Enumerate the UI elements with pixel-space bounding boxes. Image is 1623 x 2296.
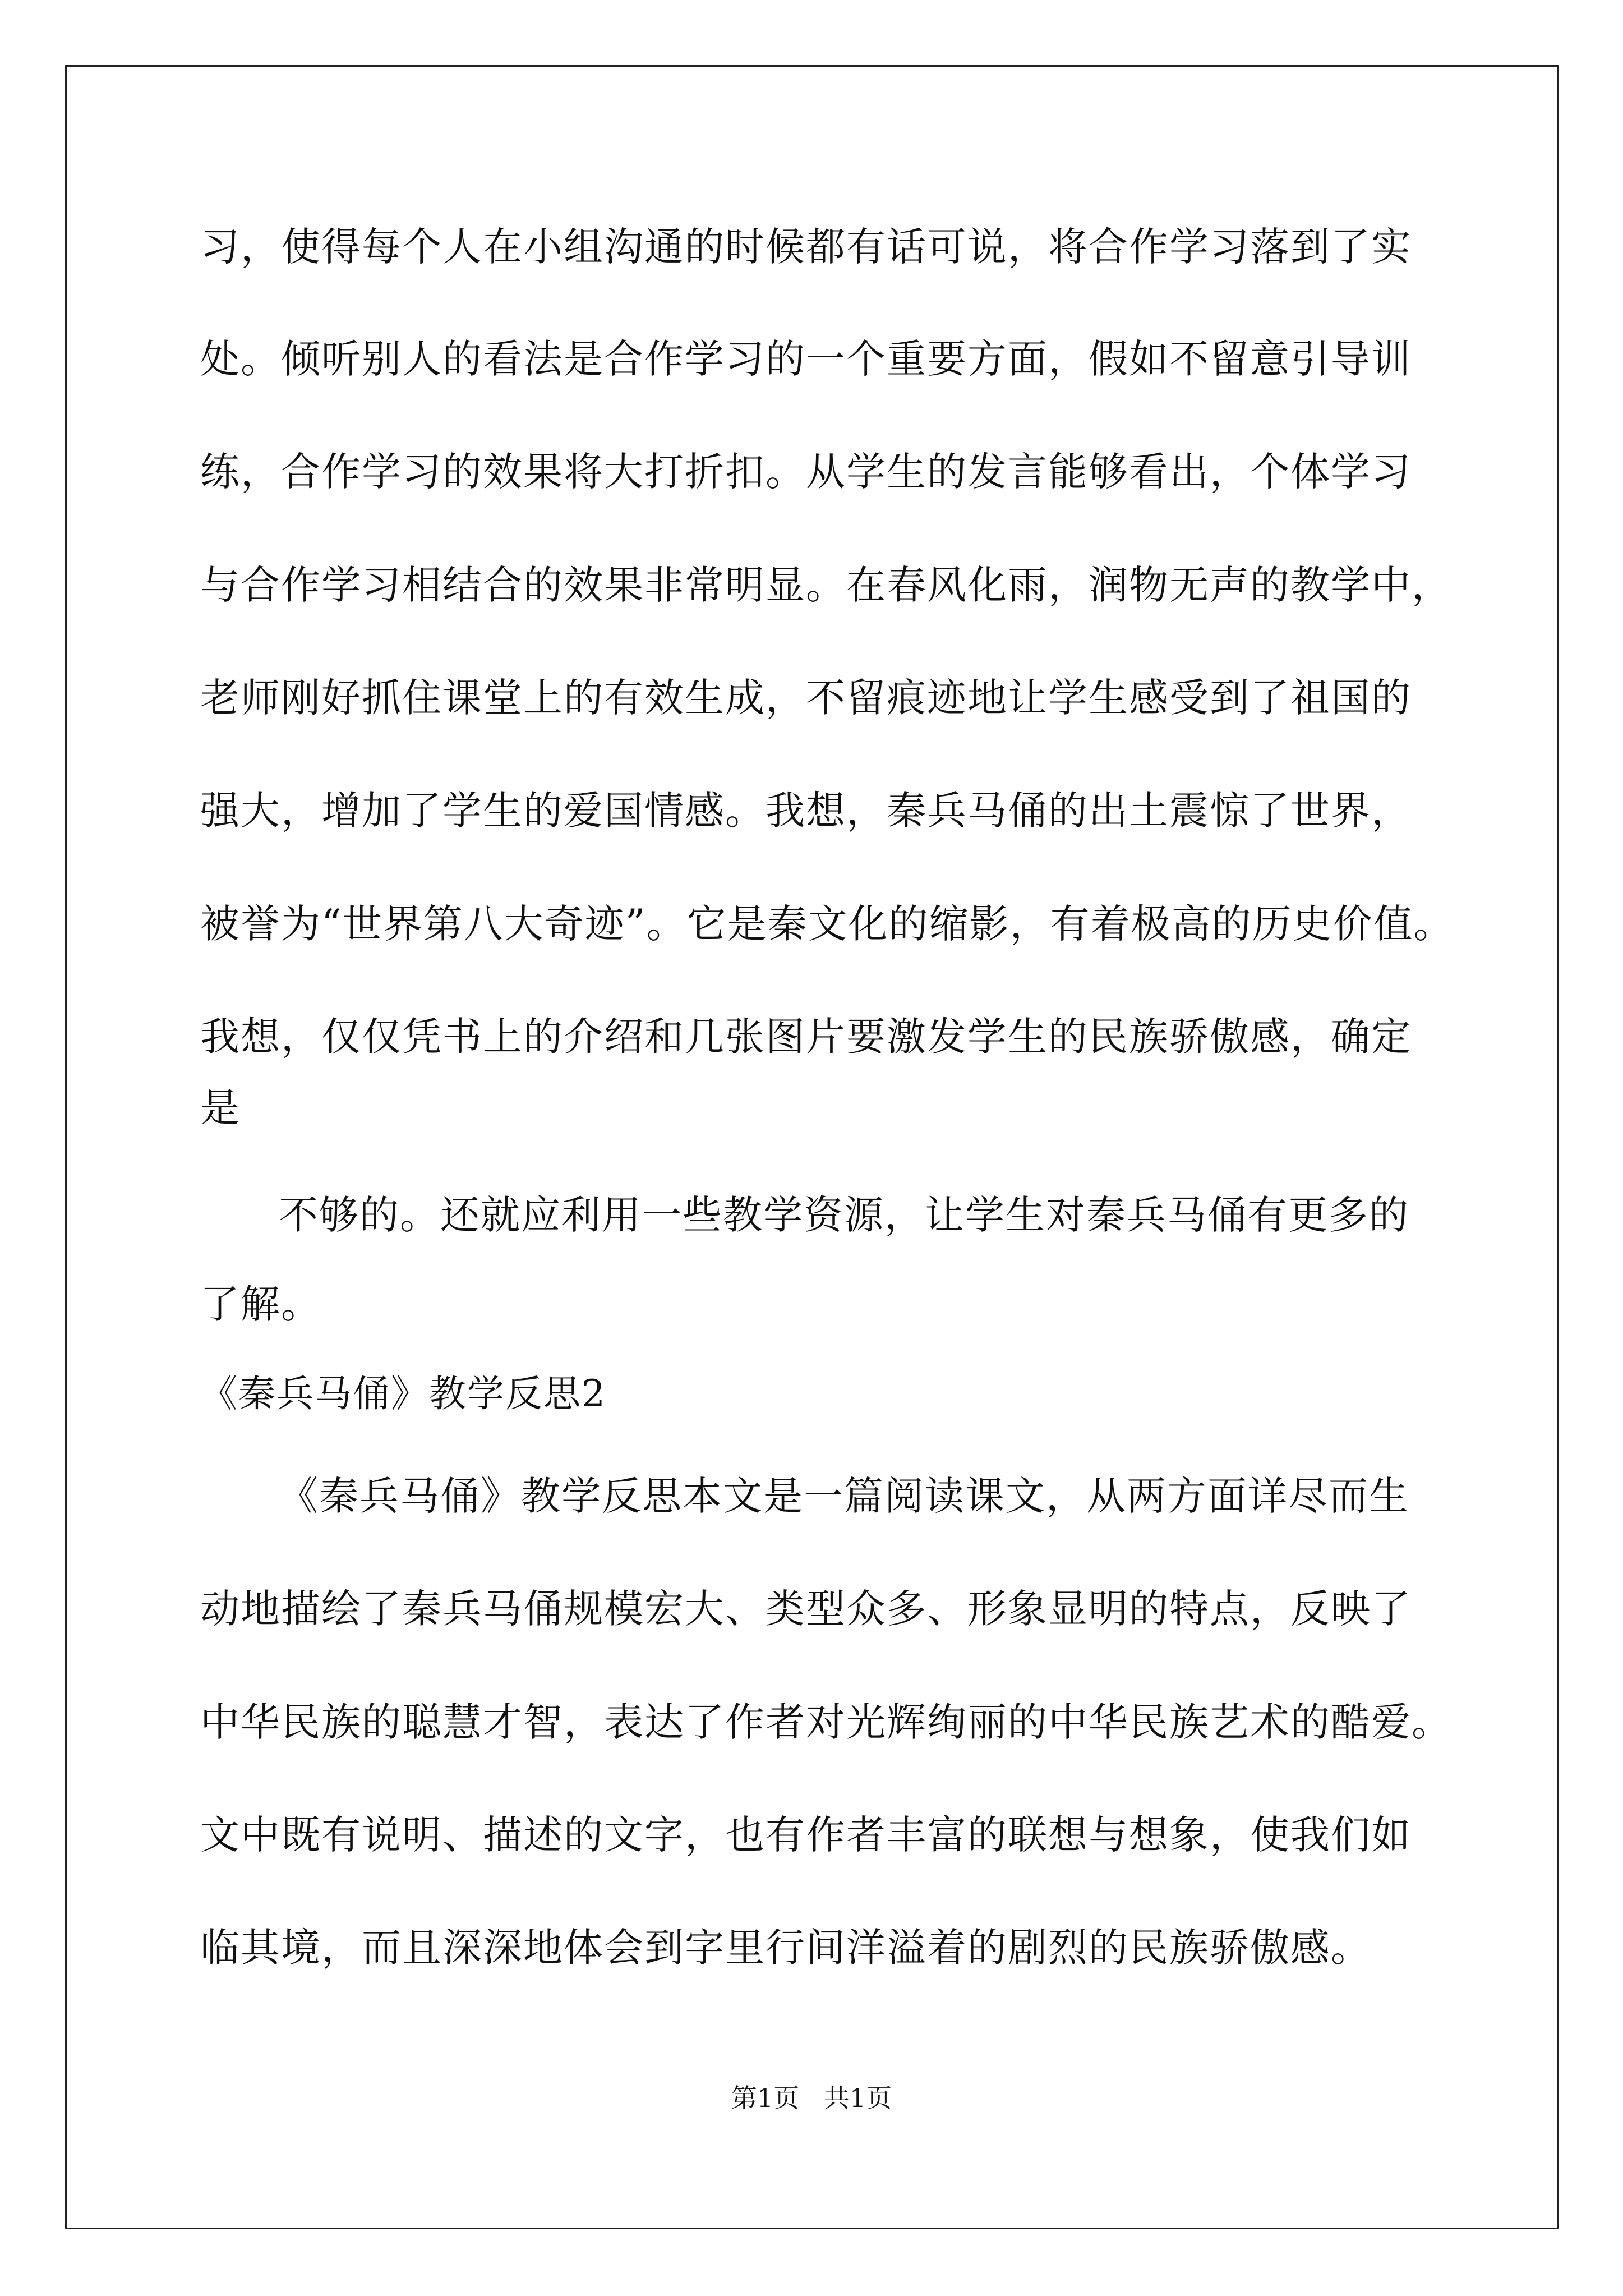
paragraph-line: 文中既有说明、描述的文字，也有作者丰富的联想与想象，使我们如 <box>200 1812 1412 1858</box>
paragraph-line: 强大，增加了学生的爱国情感。我想，秦兵马俑的出土震惊了世界， <box>200 788 1412 834</box>
paragraph-line: 处。倾听别人的看法是合作学习的一个重要方面，假如不留意引导训 <box>200 336 1412 382</box>
paragraph-line: 不够的。还就应利用一些教学资源，让学生对秦兵马俑有更多的 <box>279 1192 1409 1238</box>
page-border <box>65 65 1559 2229</box>
paragraph-line: 练，合作学习的效果将大打折扣。从学生的发言能够看出，个体学习 <box>200 449 1412 495</box>
paragraph-line: 动地描绘了秦兵马俑规模宏大、类型众多、形象显明的特点，反映了 <box>200 1586 1412 1632</box>
paragraph-line: 与合作学习相结合的效果非常明显。在春风化雨，润物无声的教学中， <box>200 562 1452 608</box>
paragraph-line: 是 <box>200 1085 241 1131</box>
paragraph-line: 了解。 <box>200 1281 321 1327</box>
section-heading: 《秦兵马俑》教学反思2 <box>200 1372 606 1415</box>
paragraph-line: 我想，仅仅凭书上的介绍和几张图片要激发学生的民族骄傲感，确定 <box>200 1014 1412 1060</box>
paragraph-line: 习，使得每个人在小组沟通的时候都有话可说，将合作学习落到了实 <box>200 224 1412 270</box>
paragraph-line: 中华民族的聪慧才智，表达了作者对光辉绚丽的中华民族艺术的酷爱。 <box>200 1699 1452 1745</box>
paragraph-line: 《秦兵马俑》教学反思本文是一篇阅读课文，从两方面详尽而生 <box>279 1473 1409 1519</box>
paragraph-line: 被誉为“世界第八大奇迹”。它是秦文化的缩影，有着极高的历史价值。 <box>200 901 1454 947</box>
paragraph-line: 老师刚好抓住课堂上的有效生成，不留痕迹地让学生感受到了祖国的 <box>200 675 1412 721</box>
paragraph-line: 临其境，而且深深地体会到字里行间洋溢着的剧烈的民族骄傲感。 <box>200 1925 1371 1971</box>
page-number-footer: 第1页 共1页 <box>731 2083 892 2113</box>
